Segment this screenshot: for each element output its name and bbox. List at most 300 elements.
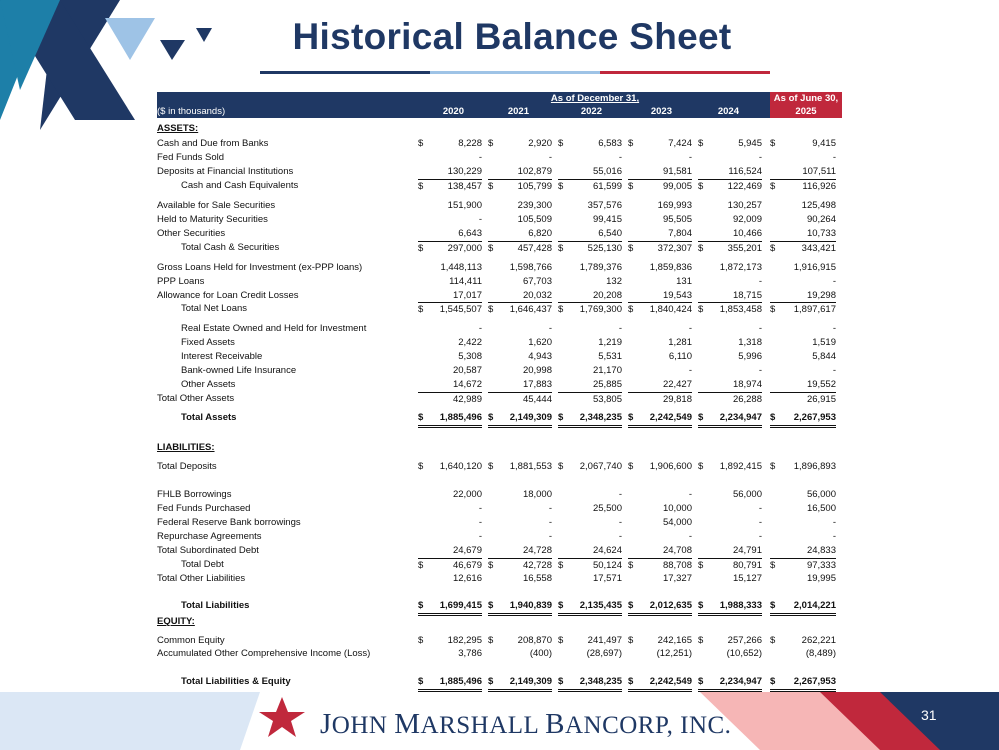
value-cell <box>558 572 622 586</box>
row-label: PPP Loans <box>157 276 205 287</box>
table-row <box>157 488 842 502</box>
value-cell <box>418 530 482 544</box>
cell-value: 2,234,947 <box>719 412 762 423</box>
cell-value: 241,497 <box>587 635 622 646</box>
cell-value: 132 <box>606 276 622 287</box>
dollar-sign: $ <box>558 676 564 687</box>
cell-value: - <box>758 365 762 376</box>
cell-value: - <box>832 365 836 376</box>
cell-value: 457,428 <box>517 243 552 254</box>
dollar-sign: $ <box>628 243 634 254</box>
value-cell <box>488 213 552 227</box>
value-cell <box>770 516 836 530</box>
cell-value: 18,000 <box>522 489 552 500</box>
cell-value: 1,769,300 <box>579 304 622 315</box>
dollar-sign: $ <box>770 412 776 423</box>
value-cell <box>628 364 692 378</box>
cell-value: - <box>548 152 552 163</box>
row-label: Held to Maturity Securities <box>157 214 268 225</box>
cell-value: 1,789,376 <box>579 262 622 273</box>
cell-value: - <box>832 531 836 542</box>
table-row <box>157 378 842 392</box>
dollar-sign: $ <box>418 181 424 192</box>
cell-value: 6,583 <box>598 138 622 149</box>
cell-value: 182,295 <box>447 635 482 646</box>
value-cell <box>488 530 552 544</box>
cell-value: 10,466 <box>732 228 762 239</box>
value-cell <box>628 199 692 213</box>
value-cell <box>770 411 836 428</box>
cell-value: 46,679 <box>452 560 482 571</box>
value-cell <box>698 675 762 692</box>
cell-value: 6,110 <box>668 351 692 362</box>
value-cell <box>698 261 762 275</box>
value-cell <box>488 647 552 661</box>
cell-value: 95,505 <box>662 214 692 225</box>
value-cell <box>558 647 622 661</box>
cell-value: 18,715 <box>732 290 762 301</box>
value-cell <box>770 634 836 648</box>
value-cell <box>418 289 482 303</box>
cell-value: 10,733 <box>806 228 836 239</box>
cell-value: 1,940,839 <box>509 600 552 611</box>
cell-value: 1,853,458 <box>719 304 762 315</box>
dollar-sign: $ <box>698 560 704 571</box>
value-cell <box>770 502 836 516</box>
year-header: 2024 <box>717 106 739 117</box>
cell-value: 24,679 <box>452 545 482 556</box>
cell-value: 2,149,309 <box>509 412 552 423</box>
dollar-sign: $ <box>770 138 776 149</box>
cell-value: - <box>478 152 482 163</box>
cell-value: - <box>618 323 622 334</box>
value-cell <box>770 165 836 179</box>
value-cell <box>770 364 836 378</box>
value-cell <box>418 675 482 692</box>
value-cell <box>418 275 482 289</box>
cell-value: - <box>688 489 692 500</box>
footer-light-band <box>0 692 260 750</box>
cell-value: 50,124 <box>592 560 622 571</box>
value-cell <box>770 302 836 317</box>
dollar-sign: $ <box>418 138 424 149</box>
value-cell <box>488 675 552 692</box>
dollar-sign: $ <box>418 412 424 423</box>
cell-value: 42,728 <box>522 560 552 571</box>
value-cell <box>558 179 622 194</box>
value-cell <box>698 502 762 516</box>
value-cell <box>558 378 622 392</box>
dollar-sign: $ <box>558 243 564 254</box>
table-row <box>157 199 842 213</box>
value-cell <box>418 336 482 350</box>
row-label: Total Liabilities & Equity <box>181 676 291 687</box>
value-cell <box>418 392 482 407</box>
value-cell <box>698 350 762 364</box>
cell-value: (28,697) <box>586 648 622 659</box>
cell-value: 125,498 <box>801 200 836 211</box>
value-cell <box>488 261 552 275</box>
value-cell <box>628 165 692 179</box>
cell-value: 1,699,415 <box>439 600 482 611</box>
table-row <box>157 572 842 586</box>
cell-value: 1,988,333 <box>719 600 762 611</box>
dollar-sign: $ <box>698 243 704 254</box>
small-navy-triangle <box>160 40 185 60</box>
value-cell <box>488 634 552 648</box>
dollar-sign: $ <box>418 304 424 315</box>
cell-value: - <box>758 323 762 334</box>
value-cell <box>418 302 482 317</box>
value-cell <box>770 261 836 275</box>
cell-value: 19,543 <box>662 290 692 301</box>
cell-value: 1,859,836 <box>649 262 692 273</box>
row-label: Allowance for Loan Credit Losses <box>157 290 299 301</box>
value-cell <box>488 179 552 194</box>
value-cell <box>418 261 482 275</box>
cell-value: 90,264 <box>806 214 836 225</box>
value-cell <box>770 572 836 586</box>
value-cell <box>628 530 692 544</box>
dollar-sign: $ <box>770 635 776 646</box>
value-cell <box>418 411 482 428</box>
value-cell <box>418 378 482 392</box>
value-cell <box>558 241 622 256</box>
cell-value: 343,421 <box>801 243 836 254</box>
value-cell <box>558 599 622 616</box>
value-cell <box>558 488 622 502</box>
value-cell <box>770 647 836 661</box>
value-cell <box>770 275 836 289</box>
cell-value: 262,221 <box>801 635 836 646</box>
value-cell <box>488 460 552 474</box>
dollar-sign: $ <box>488 461 494 472</box>
value-cell <box>418 350 482 364</box>
value-cell <box>628 634 692 648</box>
value-cell <box>488 544 552 558</box>
cell-value: 17,883 <box>522 379 552 390</box>
value-cell <box>488 378 552 392</box>
dollar-sign: $ <box>418 600 424 611</box>
cell-value: - <box>618 517 622 528</box>
value-cell <box>488 488 552 502</box>
cell-value: 9,415 <box>812 138 836 149</box>
cell-value: 6,540 <box>598 228 622 239</box>
value-cell <box>558 392 622 407</box>
cell-value: 1,872,173 <box>719 262 762 273</box>
value-cell <box>488 165 552 179</box>
value-cell <box>558 137 622 151</box>
dollar-sign: $ <box>628 304 634 315</box>
value-cell <box>770 179 836 194</box>
cell-value: - <box>832 276 836 287</box>
value-cell <box>488 411 552 428</box>
cell-value: 67,703 <box>522 276 552 287</box>
value-cell <box>558 289 622 303</box>
section-heading-label: LIABILITIES: <box>157 442 215 453</box>
cell-value: 24,624 <box>592 545 622 556</box>
row-label: Other Assets <box>181 379 236 390</box>
row-label: Total Liabilities <box>181 600 250 611</box>
value-cell <box>770 599 836 616</box>
table-row <box>157 364 842 378</box>
value-cell <box>628 544 692 558</box>
dollar-sign: $ <box>628 676 634 687</box>
dollar-sign: $ <box>488 676 494 687</box>
row-label: Interest Receivable <box>181 351 263 362</box>
value-cell <box>628 516 692 530</box>
cell-value: 56,000 <box>732 489 762 500</box>
dollar-sign: $ <box>698 181 704 192</box>
section-heading-label: ASSETS: <box>157 123 199 134</box>
cell-value: 1,897,617 <box>793 304 836 315</box>
cell-value: - <box>618 152 622 163</box>
dollar-sign: $ <box>628 635 634 646</box>
dollar-sign: $ <box>770 600 776 611</box>
value-cell <box>488 392 552 407</box>
dollar-sign: $ <box>628 600 634 611</box>
value-cell <box>628 599 692 616</box>
cell-value: 26,288 <box>732 394 762 405</box>
december-group-label: As of December 31, <box>550 93 640 104</box>
cell-value: 130,229 <box>447 166 482 177</box>
cell-value: 2,267,953 <box>793 412 836 423</box>
value-cell <box>488 350 552 364</box>
dollar-sign: $ <box>558 304 564 315</box>
dollar-sign: $ <box>488 412 494 423</box>
table-row <box>157 179 842 193</box>
tiny-navy-triangle <box>196 28 212 42</box>
row-label: Total Other Liabilities <box>157 573 246 584</box>
value-cell <box>628 460 692 474</box>
value-cell <box>558 460 622 474</box>
value-cell <box>770 460 836 474</box>
value-cell <box>558 558 622 573</box>
cell-value: 17,017 <box>452 290 482 301</box>
value-cell <box>770 227 836 241</box>
value-cell <box>558 261 622 275</box>
cell-value: 19,298 <box>806 290 836 301</box>
cell-value: 5,945 <box>738 138 762 149</box>
dollar-sign: $ <box>698 676 704 687</box>
cell-value: 8,228 <box>458 138 482 149</box>
cell-value: 1,620 <box>528 337 552 348</box>
cell-value: 5,531 <box>598 351 622 362</box>
dollar-sign: $ <box>628 461 634 472</box>
value-cell <box>628 411 692 428</box>
table-row <box>157 165 842 179</box>
dollar-sign: $ <box>558 461 564 472</box>
cell-value: - <box>548 503 552 514</box>
value-cell <box>418 137 482 151</box>
row-label: Total Deposits <box>157 461 217 472</box>
title-underline-red <box>600 71 770 74</box>
cell-value: 1,318 <box>738 337 762 348</box>
section-heading-label: EQUITY: <box>157 616 195 627</box>
cell-value: 138,457 <box>447 181 482 192</box>
dollar-sign: $ <box>770 181 776 192</box>
cell-value: 3,786 <box>458 648 482 659</box>
cell-value: 2,135,435 <box>579 600 622 611</box>
cell-value: 1,906,600 <box>649 461 692 472</box>
table-row <box>157 599 842 613</box>
value-cell <box>698 364 762 378</box>
cell-value: 242,165 <box>657 635 692 646</box>
dollar-sign: $ <box>628 138 634 149</box>
cell-value: 1,448,113 <box>440 262 482 273</box>
cell-value: - <box>478 517 482 528</box>
value-cell <box>558 302 622 317</box>
cell-value: 1,219 <box>598 337 622 348</box>
row-label: Available for Sale Securities <box>157 200 276 211</box>
dollar-sign: $ <box>488 600 494 611</box>
value-cell <box>698 530 762 544</box>
value-cell <box>418 227 482 241</box>
value-cell <box>418 647 482 661</box>
row-label: Federal Reserve Bank borrowings <box>157 517 301 528</box>
cell-value: 22,427 <box>662 379 692 390</box>
value-cell <box>628 488 692 502</box>
cell-value: - <box>618 531 622 542</box>
cell-value: 1,892,415 <box>719 461 762 472</box>
value-cell <box>418 502 482 516</box>
cell-value: 10,000 <box>662 503 692 514</box>
row-label: FHLB Borrowings <box>157 489 232 500</box>
row-label: Cash and Cash Equivalents <box>181 180 299 191</box>
row-label: Bank-owned Life Insurance <box>181 365 297 376</box>
value-cell <box>418 460 482 474</box>
value-cell <box>488 322 552 336</box>
cell-value: 88,708 <box>662 560 692 571</box>
value-cell <box>698 165 762 179</box>
cell-value: 2,149,309 <box>509 676 552 687</box>
value-cell <box>558 675 622 692</box>
value-cell <box>628 289 692 303</box>
value-cell <box>628 302 692 317</box>
dollar-sign: $ <box>418 461 424 472</box>
value-cell <box>628 241 692 256</box>
cell-value: 12,616 <box>452 573 482 584</box>
value-cell <box>418 165 482 179</box>
cell-value: 14,672 <box>452 379 482 390</box>
value-cell <box>418 322 482 336</box>
cell-value: 5,844 <box>812 351 836 362</box>
value-cell <box>558 336 622 350</box>
value-cell <box>418 179 482 194</box>
dollar-sign: $ <box>558 412 564 423</box>
june-year: 2025 <box>795 106 817 117</box>
cell-value: 20,587 <box>452 365 482 376</box>
value-cell <box>418 364 482 378</box>
value-cell <box>558 199 622 213</box>
value-cell <box>628 261 692 275</box>
cell-value: 257,266 <box>727 635 762 646</box>
row-label: Accumulated Other Comprehensive Income (Loss) <box>157 648 371 659</box>
value-cell <box>628 179 692 194</box>
cell-value: 131 <box>676 276 692 287</box>
cell-value: 2,067,740 <box>579 461 622 472</box>
value-cell <box>698 572 762 586</box>
value-cell <box>698 322 762 336</box>
value-cell <box>558 213 622 227</box>
value-cell <box>488 275 552 289</box>
value-cell <box>698 289 762 303</box>
cell-value: 54,000 <box>662 517 692 528</box>
value-cell <box>488 364 552 378</box>
cell-value: 1,916,915 <box>793 262 836 273</box>
table-row <box>157 392 842 406</box>
cell-value: 24,708 <box>662 545 692 556</box>
cell-value: 2,422 <box>458 337 482 348</box>
value-cell <box>770 488 836 502</box>
dollar-sign: $ <box>628 560 634 571</box>
cell-value: 56,000 <box>806 489 836 500</box>
cell-value: 116,926 <box>802 181 836 192</box>
cell-value: 116,524 <box>728 166 762 177</box>
value-cell <box>698 227 762 241</box>
value-cell <box>770 378 836 392</box>
row-label: Real Estate Owned and Held for Investment <box>181 323 367 334</box>
dollar-sign: $ <box>488 304 494 315</box>
value-cell <box>698 241 762 256</box>
value-cell <box>558 350 622 364</box>
cell-value: 1,881,553 <box>509 461 552 472</box>
dollar-sign: $ <box>418 635 424 646</box>
table-row <box>157 647 842 661</box>
cell-value: - <box>478 323 482 334</box>
cell-value: 1,896,893 <box>793 461 836 472</box>
dollar-sign: $ <box>488 138 494 149</box>
cell-value: 1,646,437 <box>509 304 552 315</box>
dollar-sign: $ <box>628 412 634 423</box>
dollar-sign: $ <box>488 560 494 571</box>
value-cell <box>698 302 762 317</box>
value-cell <box>628 151 692 165</box>
cell-value: 22,000 <box>452 489 482 500</box>
cell-value: - <box>758 517 762 528</box>
cell-value: 24,833 <box>806 545 836 556</box>
value-cell <box>558 165 622 179</box>
value-cell <box>628 227 692 241</box>
row-label: Gross Loans Held for Investment (ex-PPP loans) <box>157 262 363 273</box>
table-row <box>157 227 842 241</box>
table-row <box>157 302 842 316</box>
table-row <box>157 261 842 275</box>
cell-value: 6,820 <box>528 228 552 239</box>
row-label: Total Cash & Securities <box>181 242 280 253</box>
value-cell <box>558 634 622 648</box>
cell-value: 99,005 <box>662 181 692 192</box>
value-cell <box>558 322 622 336</box>
value-cell <box>418 599 482 616</box>
cell-value: 372,307 <box>657 243 692 254</box>
cell-value: 29,818 <box>662 394 692 405</box>
dollar-sign: $ <box>418 676 424 687</box>
cell-value: - <box>832 517 836 528</box>
dollar-sign: $ <box>698 635 704 646</box>
table-row <box>157 213 842 227</box>
value-cell <box>628 213 692 227</box>
value-cell <box>770 558 836 573</box>
cell-value: 130,257 <box>727 200 762 211</box>
june-label: As of June 30, <box>773 93 839 104</box>
dollar-sign: $ <box>628 181 634 192</box>
value-cell <box>628 378 692 392</box>
cell-value: (10,652) <box>726 648 762 659</box>
value-cell <box>770 137 836 151</box>
row-label: Fixed Assets <box>181 337 235 348</box>
value-cell <box>770 350 836 364</box>
